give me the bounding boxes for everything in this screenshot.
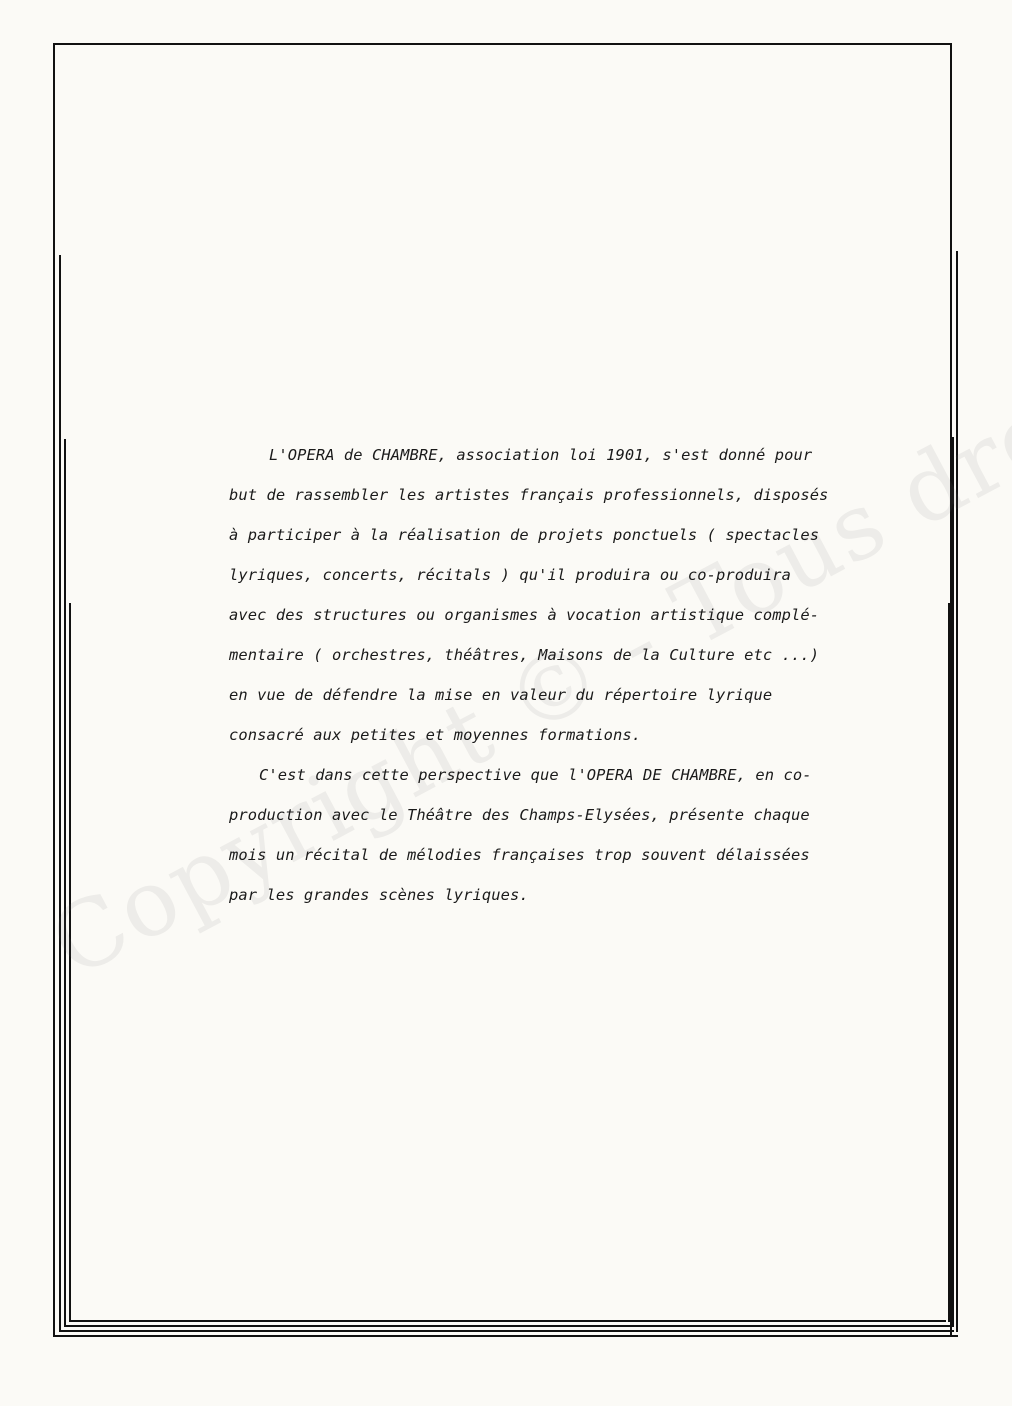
paragraph-2-line-1: C'est dans cette perspective que l'OPERA DE CHAMBRE, en co- <box>259 766 812 784</box>
paragraph-1-line-7: en vue de défendre la mise en valeur du répertoire lyrique <box>229 686 773 704</box>
body-text <box>229 435 889 915</box>
paragraph-1-line-4: lyriques, concerts, récitals ) qu'il produira ou co-produira <box>229 566 791 584</box>
paragraph-1-line-1: L'OPERA de CHAMBRE, association loi 1901, s'est donné pour <box>269 446 813 464</box>
paragraph-1-line-8: consacré aux petites et moyennes formations. <box>229 726 642 744</box>
paragraph-1-line-6: mentaire ( orchestres, théâtres, Maisons de la Culture etc ...) <box>229 646 820 664</box>
paragraph-2-line-2: production avec le Théâtre des Champs-Elysées, présente chaque <box>229 806 810 824</box>
paragraph-1-line-5: avec des structures ou organismes à vocation artistique complé- <box>229 606 820 624</box>
paragraph-1-line-2: but de rassembler les artistes français professionnels, disposés <box>229 486 829 504</box>
paragraph-2-line-3: mois un récital de mélodies françaises trop souvent délaissées <box>229 846 810 864</box>
paragraph-2-line-4: par les grandes scènes lyriques. <box>229 886 529 904</box>
paragraph-1-line-3: à participer à la réalisation de projets ponctuels ( spectacles <box>229 526 820 544</box>
